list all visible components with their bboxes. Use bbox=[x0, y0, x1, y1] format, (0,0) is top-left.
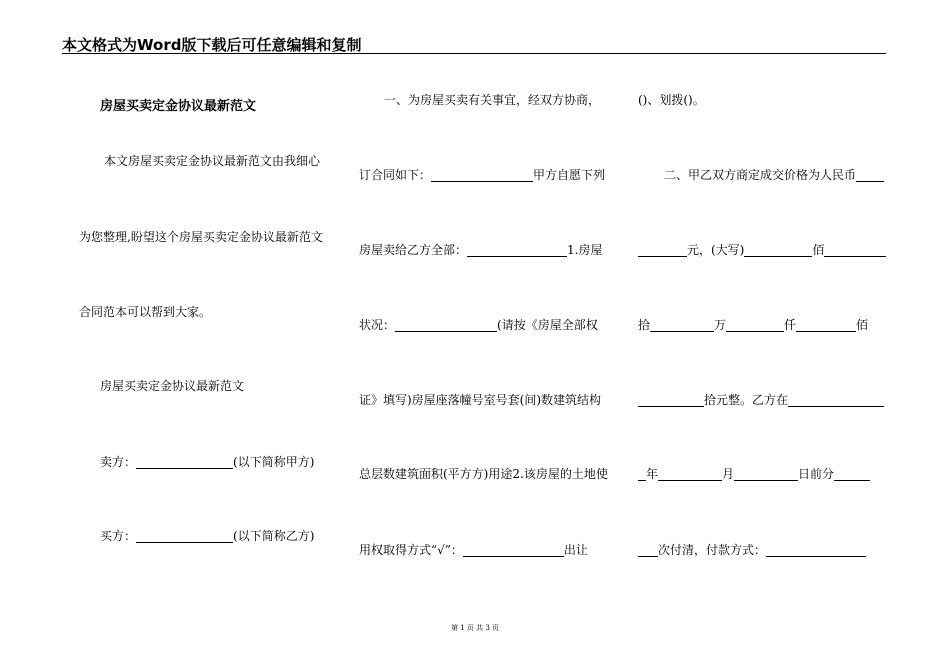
clause1-line-1: 一、为房屋买卖有关事宜，经双方协商， bbox=[384, 93, 601, 107]
document-title: 房屋买卖定金协议最新范文 bbox=[100, 99, 257, 114]
clause1-text-7b: 出让 bbox=[563, 543, 588, 557]
clause1-line-8: ()、划拨()。 bbox=[638, 93, 705, 107]
clause1-blank-4 bbox=[395, 319, 497, 332]
seller-line bbox=[100, 455, 314, 469]
clause1-blank-7 bbox=[463, 544, 564, 557]
clause2-text-2a: 元，(大写) bbox=[687, 243, 745, 257]
clause1-text-3a: 房屋卖给乙方全部： bbox=[359, 243, 468, 257]
clause2-text-3b: 万 bbox=[714, 318, 727, 332]
clause1-blank-2 bbox=[431, 169, 533, 182]
clause2-line-2 bbox=[638, 243, 886, 257]
clause2-text-1: 二、甲乙双方商定成交价格为人民币 bbox=[664, 168, 857, 182]
installments-count-blank bbox=[638, 544, 658, 557]
buyer-label: 买方： bbox=[100, 529, 137, 543]
clause1-text-7a: 用权取得方式“√”： bbox=[359, 543, 463, 557]
price-blank-tens bbox=[650, 319, 714, 332]
clause1-line-5: 证》填写)房屋座落幢号室号套(间)数建筑结构 bbox=[359, 393, 602, 407]
header-rule bbox=[62, 53, 886, 54]
clause2-text-5b: 月 bbox=[722, 467, 735, 481]
clause1-text-2b: 甲方自愿下列 bbox=[533, 168, 606, 182]
price-blank-amount bbox=[638, 244, 687, 257]
clause1-line-2 bbox=[359, 168, 605, 182]
seller-label: 卖方： bbox=[100, 455, 137, 469]
date-blank-month bbox=[658, 468, 722, 481]
clause2-blank-1 bbox=[856, 169, 884, 182]
clause2-text-3c: 仟 bbox=[784, 318, 797, 332]
clause2-text-5c: 日前分 bbox=[798, 467, 835, 481]
clause2-line-3 bbox=[638, 318, 868, 332]
clause1-blank-3 bbox=[467, 244, 567, 257]
clause1-line-4 bbox=[359, 318, 598, 332]
price-blank-shi bbox=[638, 394, 704, 407]
clause1-line-3 bbox=[359, 243, 602, 257]
payment-method-blank bbox=[766, 544, 866, 557]
price-blank-wan bbox=[726, 319, 784, 332]
clause2-text-3a: 拾 bbox=[638, 318, 651, 332]
intro-line-2: 为您整理,盼望这个房屋买卖定金协议最新范文 bbox=[79, 230, 323, 244]
clause2-line-4 bbox=[638, 393, 884, 407]
payment-blank-date bbox=[788, 394, 884, 407]
buyer-blank bbox=[136, 530, 233, 543]
date-blank-year-lead bbox=[638, 468, 646, 481]
clause1-text-2a: 订合同如下： bbox=[359, 168, 432, 182]
buyer-line bbox=[100, 529, 314, 543]
buyer-suffix: (以下简称乙方) bbox=[233, 529, 315, 543]
seller-blank bbox=[136, 456, 233, 469]
clause1-line-7 bbox=[359, 543, 588, 557]
clause2-line-6 bbox=[638, 543, 866, 557]
document-banner: 本文格式为Word版下载后可任意编辑和复制 bbox=[62, 36, 362, 54]
clause1-text-3b: 1.房屋 bbox=[567, 243, 603, 257]
clause1-text-4b: (请按《房屋全部权 bbox=[497, 318, 598, 332]
price-blank-qian bbox=[796, 319, 856, 332]
seller-suffix: (以下简称甲方) bbox=[233, 455, 315, 469]
page-footer: 第 1 页 共 3 页 bbox=[450, 624, 500, 632]
clause1-line-6: 总层数建筑面积(平方方)用途2.该房屋的土地使 bbox=[359, 467, 608, 481]
intro-line-3: 合同范本可以帮到大家。 bbox=[79, 305, 212, 319]
clause2-text-3d: 佰 bbox=[856, 318, 869, 332]
clause2-text-5a: 年 bbox=[646, 467, 659, 481]
clause2-text-2b: 佰 bbox=[812, 243, 825, 257]
clause1-text-4a: 状况： bbox=[359, 318, 396, 332]
clause2-text-4: 拾元整。乙方在 bbox=[704, 393, 789, 407]
intro-line-1: 本文房屋买卖定金协议最新范文由我细心 bbox=[104, 154, 321, 168]
price-blank-hundreds bbox=[824, 244, 886, 257]
date-blank-day bbox=[734, 468, 798, 481]
price-blank-upper bbox=[744, 244, 812, 257]
clause2-line-5 bbox=[638, 467, 870, 481]
clause2-line-1 bbox=[664, 168, 884, 182]
subtitle-line: 房屋买卖定金协议最新范文 bbox=[100, 379, 245, 393]
clause2-text-6: 次付清，付款方式： bbox=[658, 543, 767, 557]
installments-blank bbox=[834, 468, 870, 481]
